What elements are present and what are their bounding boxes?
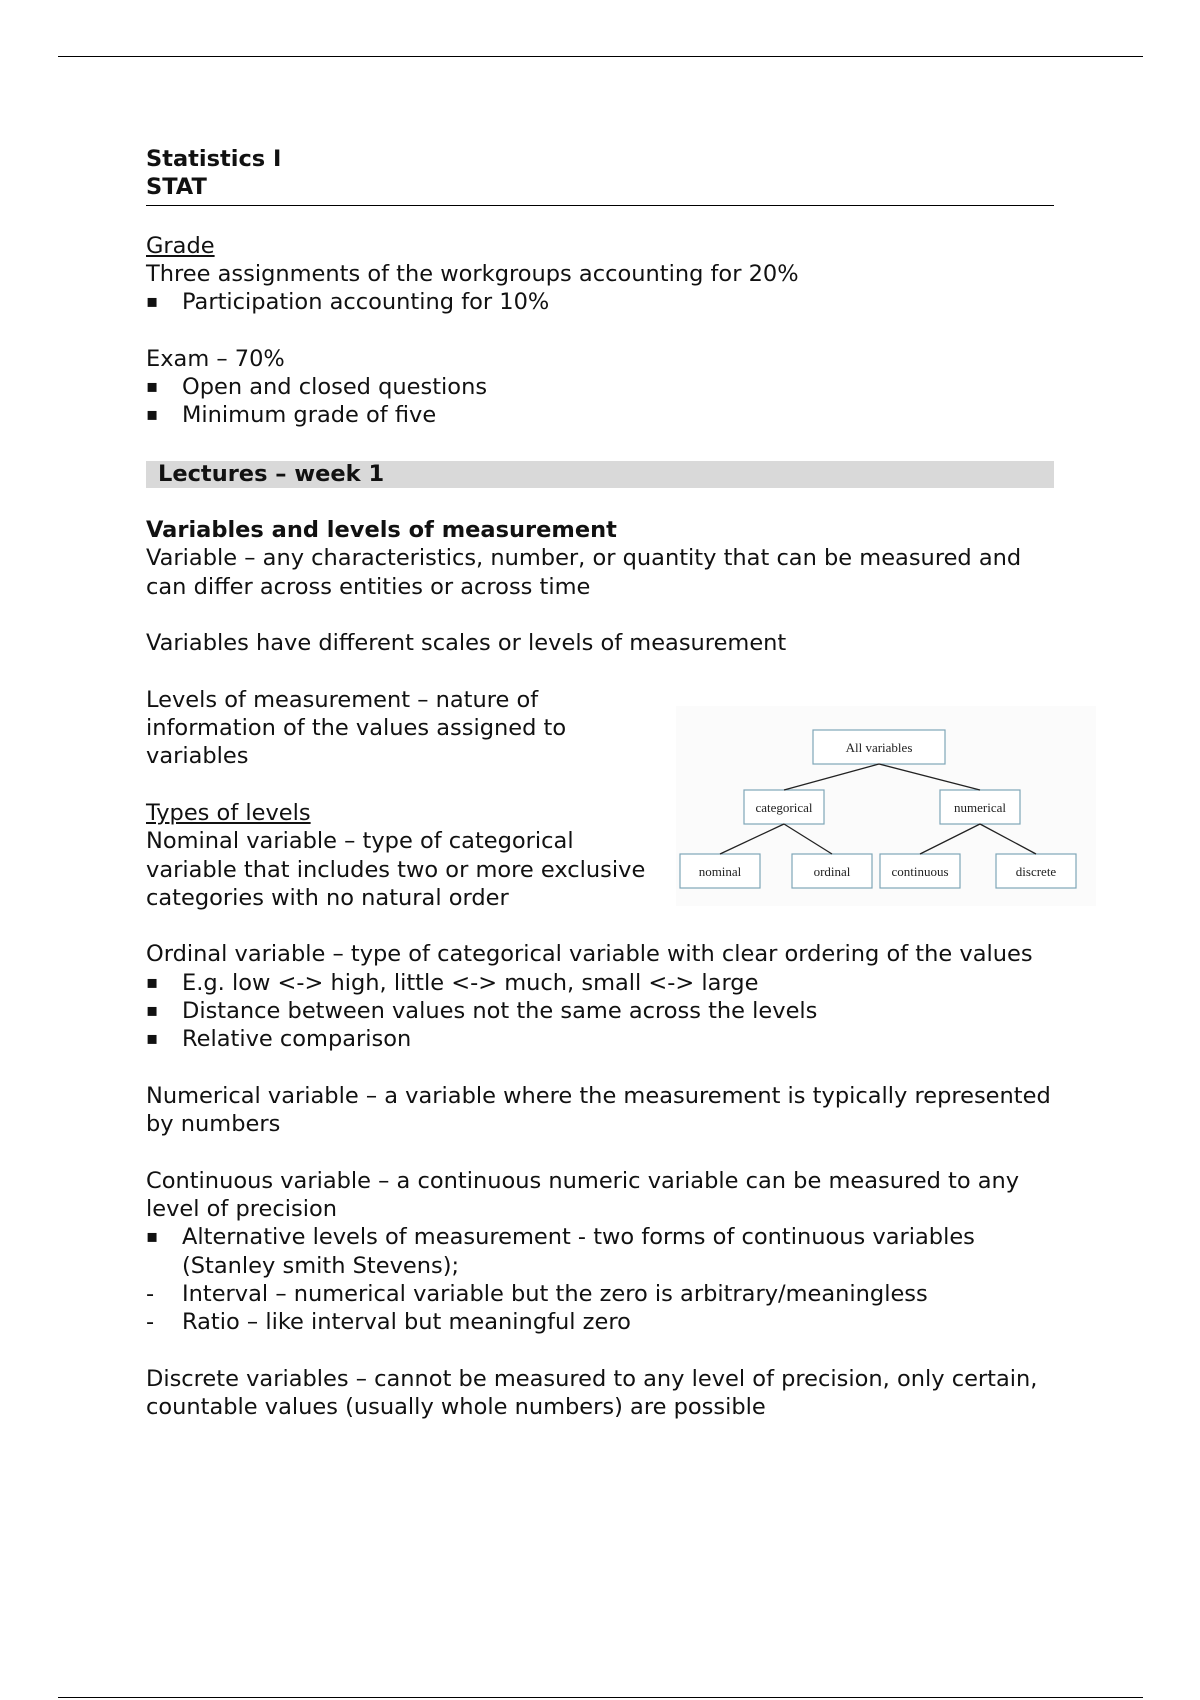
ordinal-bullets <box>146 969 1056 1054</box>
list-item: - Interval – numerical variable but the zero is arbitrary/meaningless <box>146 1280 1056 1308</box>
diagram-label-root: All variables <box>845 739 913 755</box>
grade-bullets <box>146 288 1056 316</box>
grade-line: Three assignments of the workgroups accounting for 20% <box>146 260 799 287</box>
variable-definition: Variable – any characteristics, number, or quantity that can be measured and can differ across entities or across time <box>146 545 1022 600</box>
continuous-bullets <box>146 1223 1056 1280</box>
discrete-definition: Discrete variables – cannot be measured to any level of precision, only certain, countable values (usually whole numbers) are possible <box>146 1365 1038 1421</box>
section-heading: Variables and levels of measurement <box>146 516 617 543</box>
list-item: ▪ Participation accounting for 10% <box>146 288 1056 316</box>
document-body <box>146 145 1056 1421</box>
list-item: ▪ Relative comparison <box>146 1025 1056 1053</box>
list-item: - Ratio – like interval but meaningful zero <box>146 1308 1056 1336</box>
numerical-definition: Numerical variable – a variable where the measurement is typically represented by numbers <box>146 1082 1051 1138</box>
diagram-label-numerical: numerical <box>954 799 1006 815</box>
course-title: Statistics I <box>146 146 282 172</box>
continuous-dash-list <box>146 1280 1056 1337</box>
types-heading: Types of levels <box>146 799 311 826</box>
list-item: ▪ Minimum grade of five <box>146 401 1056 429</box>
diagram-label-categorical: categorical <box>755 799 813 815</box>
nominal-definition: Nominal variable – type of categorical variable that includes two or more exclusive categories with no natural order <box>146 828 646 911</box>
diagram-label-ordinal: ordinal <box>813 863 851 879</box>
levels-definition: Levels of measurement – nature of information of the values assigned to variables <box>146 686 567 770</box>
header-rule <box>58 56 1143 57</box>
footer-rule <box>58 1697 1143 1698</box>
list-item: ▪ Open and closed questions <box>146 373 1056 401</box>
diagram-label-continuous: continuous <box>891 863 949 879</box>
variables-tree-diagram <box>676 706 1096 906</box>
section-bar: Lectures – week 1 <box>146 461 1054 488</box>
continuous-definition: Continuous variable – a continuous numeric variable can be measured to any level of precision <box>146 1167 1020 1223</box>
levels-block <box>146 686 1056 912</box>
list-item: ▪ Alternative levels of measurement - two forms of continuous variables (Stanley smith Stevens); <box>146 1223 1056 1280</box>
list-item: ▪ E.g. low <-> high, little <-> much, small <-> large <box>146 969 1056 997</box>
title-divider <box>146 205 1054 206</box>
ordinal-definition: Ordinal variable – type of categorical variable with clear ordering of the values <box>146 941 1033 968</box>
diagram-label-discrete: discrete <box>1015 863 1057 879</box>
exam-line: Exam – 70% <box>146 345 285 372</box>
exam-bullets <box>146 373 1056 430</box>
diagram-label-nominal: nominal <box>698 863 742 879</box>
list-item: ▪ Distance between values not the same across the levels <box>146 997 1056 1025</box>
grade-heading: Grade <box>146 232 215 259</box>
course-code: STAT <box>146 174 207 201</box>
scales-line: Variables have different scales or levels of measurement <box>146 630 787 657</box>
